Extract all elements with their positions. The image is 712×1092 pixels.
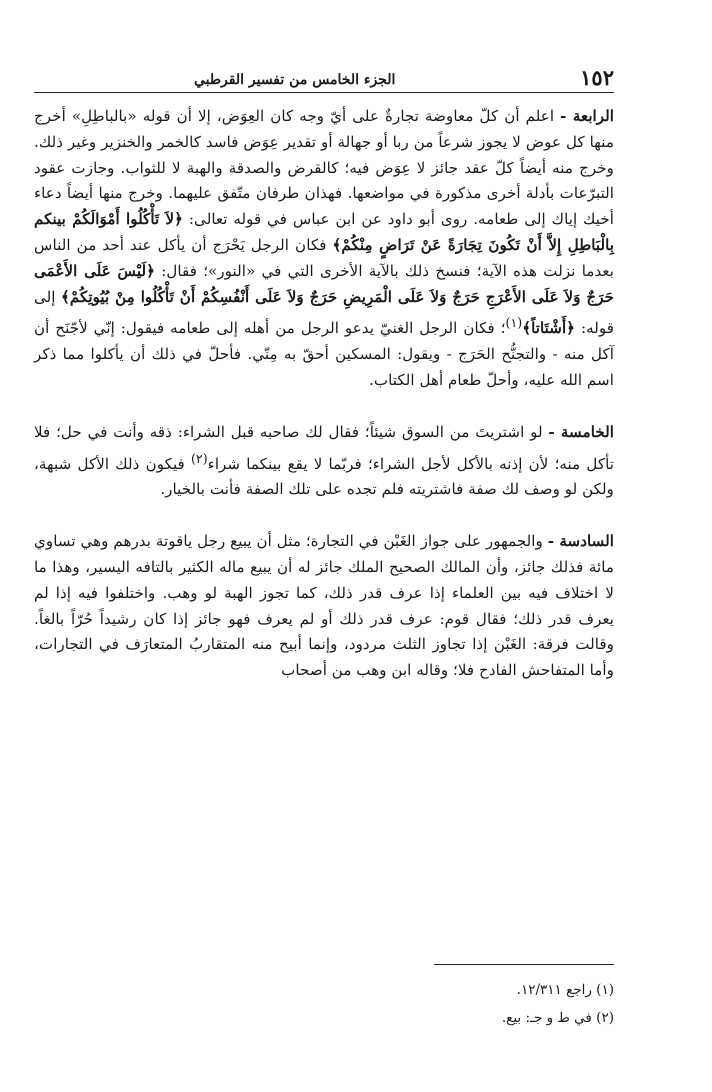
paragraph-text: لو اشتريتَ من السوق شيئاً؛ فقال لك صاحبه قبل الشراء: ذقه وأنت في حل؛ فلا تأكل منه؛ لأن إذنه بالأكل لأجل الشراء؛ فربّما لا يقع بينكما شراء xyxy=(34,422,614,473)
footnote-number: (٢) xyxy=(596,1010,614,1026)
quran-verse: ﴿أَشْتَاتاً﴾ xyxy=(522,319,576,338)
footnote-text: في ط و جـ: بيع. xyxy=(501,1010,597,1026)
paragraph-text: فكان الرجل يَحْرَج أن يأكل عند أحد من الناس بعدما نزلت هذه الآية؛ فنسخ ذلك بالآية الأخرى التي في «النور»؛ فقال: xyxy=(34,235,614,280)
paragraph-text: إلى قوله: xyxy=(34,287,614,338)
quran-verse: ﴿لَيْسَ عَلَى الأَعْمَى حَرَجٌ وَلاَ عَلَى الأَعْرَجِ حَرَجٌ وَلاَ عَلَى الْمَرِيضِ حَرَجٌ وَلاَ عَلَى أَنْفُسِكُمْ أَنْ تَأْكُلُوا مِنْ بُيُوتِكُمْ﴾ xyxy=(34,261,614,306)
footnote-reference: (١) xyxy=(505,315,523,331)
running-title: الجزء الخامس من تفسير القرطبي xyxy=(194,72,396,88)
paragraph-text: فيكون ذلك الأكل شبهة، ولكن لو وصف لك صفة فاشتريته فلم تجده على تلك الصفة فأنت بالخيار. xyxy=(34,454,614,499)
section-lead: الرابعة - xyxy=(560,107,615,125)
footnotes xyxy=(34,976,614,1032)
section-lead: السادسة - xyxy=(547,532,615,551)
section-lead: الخامسة - xyxy=(548,422,614,441)
quran-verse: ﴿لاَ تَأْكُلُوا أَمْوَالَكُمْ بينكم بِالْبَاطِلِ إِلاَّ أَنْ تَكُونَ تِجَارَةً عَنْ تَرَاضٍ مِنْكُمْ﴾ xyxy=(34,210,614,254)
paragraph-text: والجمهور على جواز الغَبْن في التجارة؛ مثل أن يبيع رجل ياقوتة بدرهم وهي تساوي مائة فذلك جائز، وأن المالك الصحيح الملك جائز له أن يبيع ماله الكثير بالتافه اليسير، وهذا ما لا اختلاف فيه بين العلماء إذا عرف قدر ذلك، كما تجوز الهبة لو وهب. واختلفوا فيه إذا لم يعرف قدر ذلك؛ فقال قوم: عرف قدر ذلك أو لم يعرف فهو جائز إذا كان رشيداً حُرّاً بالغاً. وقالت فرقة: الغَبْن إذا تجاوز الثلث مردود، وإنما أبيح منه المتقاربُ المتعارَف في التجارات، وأما المتفاحش الفادح فلا؛ وقاله ابن وهب من أصحاب xyxy=(34,532,614,680)
page-header xyxy=(34,62,614,93)
paragraph-khamisa xyxy=(34,420,614,503)
footnote-number: (١) xyxy=(596,982,614,998)
footnote-2 xyxy=(34,1004,614,1032)
body-text xyxy=(34,104,614,684)
footnote-1 xyxy=(34,976,614,1004)
paragraph-rabia xyxy=(34,104,614,394)
paragraph-sadisa xyxy=(34,529,614,684)
footnote-reference: (٢) xyxy=(190,450,208,466)
footnote-text: راجع ١٢/٣١١. xyxy=(516,982,597,998)
paragraph-text: ؛ فكان الرجل الغنيّ يدعو الرجل من أهله إلى طعامه فيقول: إنّي لأجّنَح أن آكل منه - والتجنُّح الحَرَج - ويقول: المسكين أحقّ به مِنّي. فأحلّ في ذلك أن يأكلوا مما ذكر اسم الله عليه، وأحلّ طعام أهل الكتاب. xyxy=(34,319,614,390)
page-number: ١٥٢ xyxy=(580,65,614,90)
paragraph-text: اعلم أن كلّ معاوضة تجارةٌ على أيّ وجه كان العِوَض، إلا أن قوله «بالباطِلِ» أخرج منها كل عوض لا يجوز شرعاً من ربا أو جهالة أو تقدير عِوَض فاسد كالخمر والخنزير وغير ذلك. وخرج منه أيضاً كلّ عقد جائز لا عِوَض فيه؛ كالقرض والصدقة والهبة لا للثواب. وجازت عقود التبرّعات بأدلة أخرى مذكورة في مواضعها. فهذان طرفان متّفق عليهما. وخرج منها أيضاً دعاء أخيك إياك إلى طعامه. روى أبو داود عن ابن عباس في قوله تعالى: xyxy=(34,107,614,229)
footnote-divider xyxy=(434,964,614,965)
